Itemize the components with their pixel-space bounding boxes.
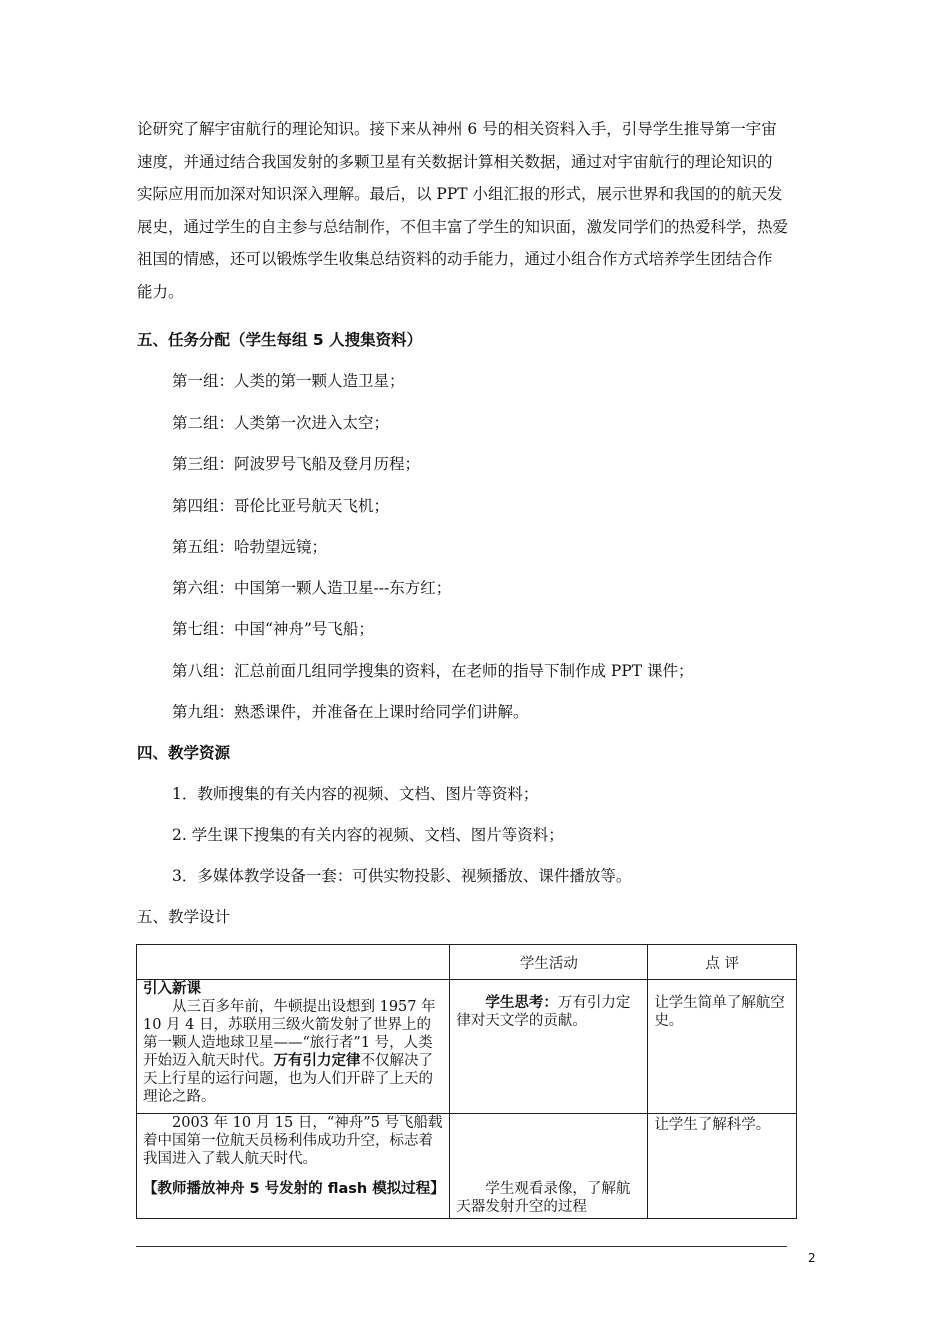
table-header-cell: 点 评: [648, 945, 797, 980]
intro-line: 能力。: [137, 282, 184, 301]
task-item: 第七组：中国“神舟”号飞船；: [172, 620, 374, 638]
cell-text: 让学生简单了解航空史。: [654, 995, 785, 1029]
cell-text: 2003 年 10 月 15 日，“神舟”5 号飞船载着中国第一位航天员杨利伟成功升空，标志着我国进入了载人航天时代。: [143, 1115, 443, 1167]
table-header-row: [137, 945, 797, 980]
intro-line: 速度，并通过结合我国发射的多颗卫星有关数据计算相关数据，通过对宇宙航行的理论知识的: [137, 152, 773, 171]
intro-line: 论研究了解宇宙航行的理论知识。接下来从神州 6 号的相关资料入手，引导学生推导第一宇宙: [137, 120, 777, 138]
cell-bold-text: 学生思考：: [485, 995, 558, 1011]
cell-text: 从三百多年前，牛顿提出设想到 1957 年 10 月 4 日，苏联用三级火箭发射了世界上的第一颗人造地球卫星——“旅行者”1 号，人类开始迈入航天时代。: [143, 999, 436, 1069]
table-row: [137, 980, 797, 1114]
table-cell: [648, 1114, 797, 1219]
table-cell: [137, 980, 450, 1114]
new-lesson-heading: 引入新课: [143, 981, 201, 997]
cell-text: 让学生了解科学。: [654, 1117, 771, 1133]
cell-text: 不仅解决了天上行星的运行问题，也为人们开辟了上天的理论之路。: [143, 1053, 433, 1105]
task-item: 第五组：哈勃望远镜；: [172, 538, 328, 556]
cell-bold-text: 万有引力定律: [273, 1053, 361, 1069]
cell-text: 万有引力定律对天文学的贡献。: [456, 995, 631, 1029]
table-header-cell: 学生活动: [450, 945, 648, 980]
teaching-design-table: [136, 944, 797, 1219]
resource-item: 3．多媒体教学设备一套：可供实物投影、视频播放、课件播放等。: [172, 867, 632, 885]
design-heading: 五、教学设计: [137, 908, 231, 926]
task-item: 第八组：汇总前面几组同学搜集的资料，在老师的指导下制作成 PPT 课件；: [172, 662, 694, 680]
resources-heading: 四、教学资源: [137, 744, 231, 762]
table-header-cell: [137, 945, 450, 980]
task-item: 第九组：熟悉课件，并准备在上课时给同学们讲解。: [172, 703, 529, 721]
table-row: [137, 1114, 797, 1219]
task-item: 第一组：人类的第一颗人造卫星；: [172, 372, 405, 390]
table-cell: [648, 980, 797, 1114]
task-item: 第四组：哥伦比亚号航天飞机；: [172, 497, 390, 515]
footer-divider: [136, 1246, 787, 1247]
cell-bold-text: 【教师播放神舟 5 号发射的 flash 模拟过程】: [143, 1181, 445, 1197]
task-item: 第六组：中国第一颗人造卫星---东方红；: [172, 579, 452, 597]
table-cell: [450, 1114, 648, 1219]
table-cell: [450, 980, 648, 1114]
resource-item: 1．教师搜集的有关内容的视频、文档、图片等资料；: [172, 785, 539, 803]
page-number: 2: [808, 1251, 816, 1265]
intro-line: 祖国的情感，还可以锻炼学生收集总结资料的动手能力，通过小组合作方式培养学生团结合作: [137, 250, 773, 269]
intro-line: 实际应用而加深对知识深入理解。最后，以 PPT 小组汇报的形式，展示世界和我国的的航天发: [137, 185, 783, 204]
table-cell: [137, 1114, 450, 1219]
intro-line: 展史，通过学生的自主参与总结制作，不但丰富了学生的知识面，激发同学们的热爱科学，热爱: [137, 217, 789, 236]
task-item: 第三组：阿波罗号飞船及登月历程；: [172, 455, 421, 473]
task-item: 第二组：人类第一次进入太空；: [172, 414, 390, 432]
intro-paragraph: [137, 113, 797, 309]
resource-item: 2. 学生课下搜集的有关内容的视频、文档、图片等资料；: [172, 826, 564, 844]
task-heading: 五、任务分配（学生每组 5 人搜集资料）: [137, 331, 423, 349]
cell-paragraph: [143, 998, 443, 1106]
cell-text: 学生观看录像，了解航天器发射升空的过程: [456, 1181, 631, 1215]
